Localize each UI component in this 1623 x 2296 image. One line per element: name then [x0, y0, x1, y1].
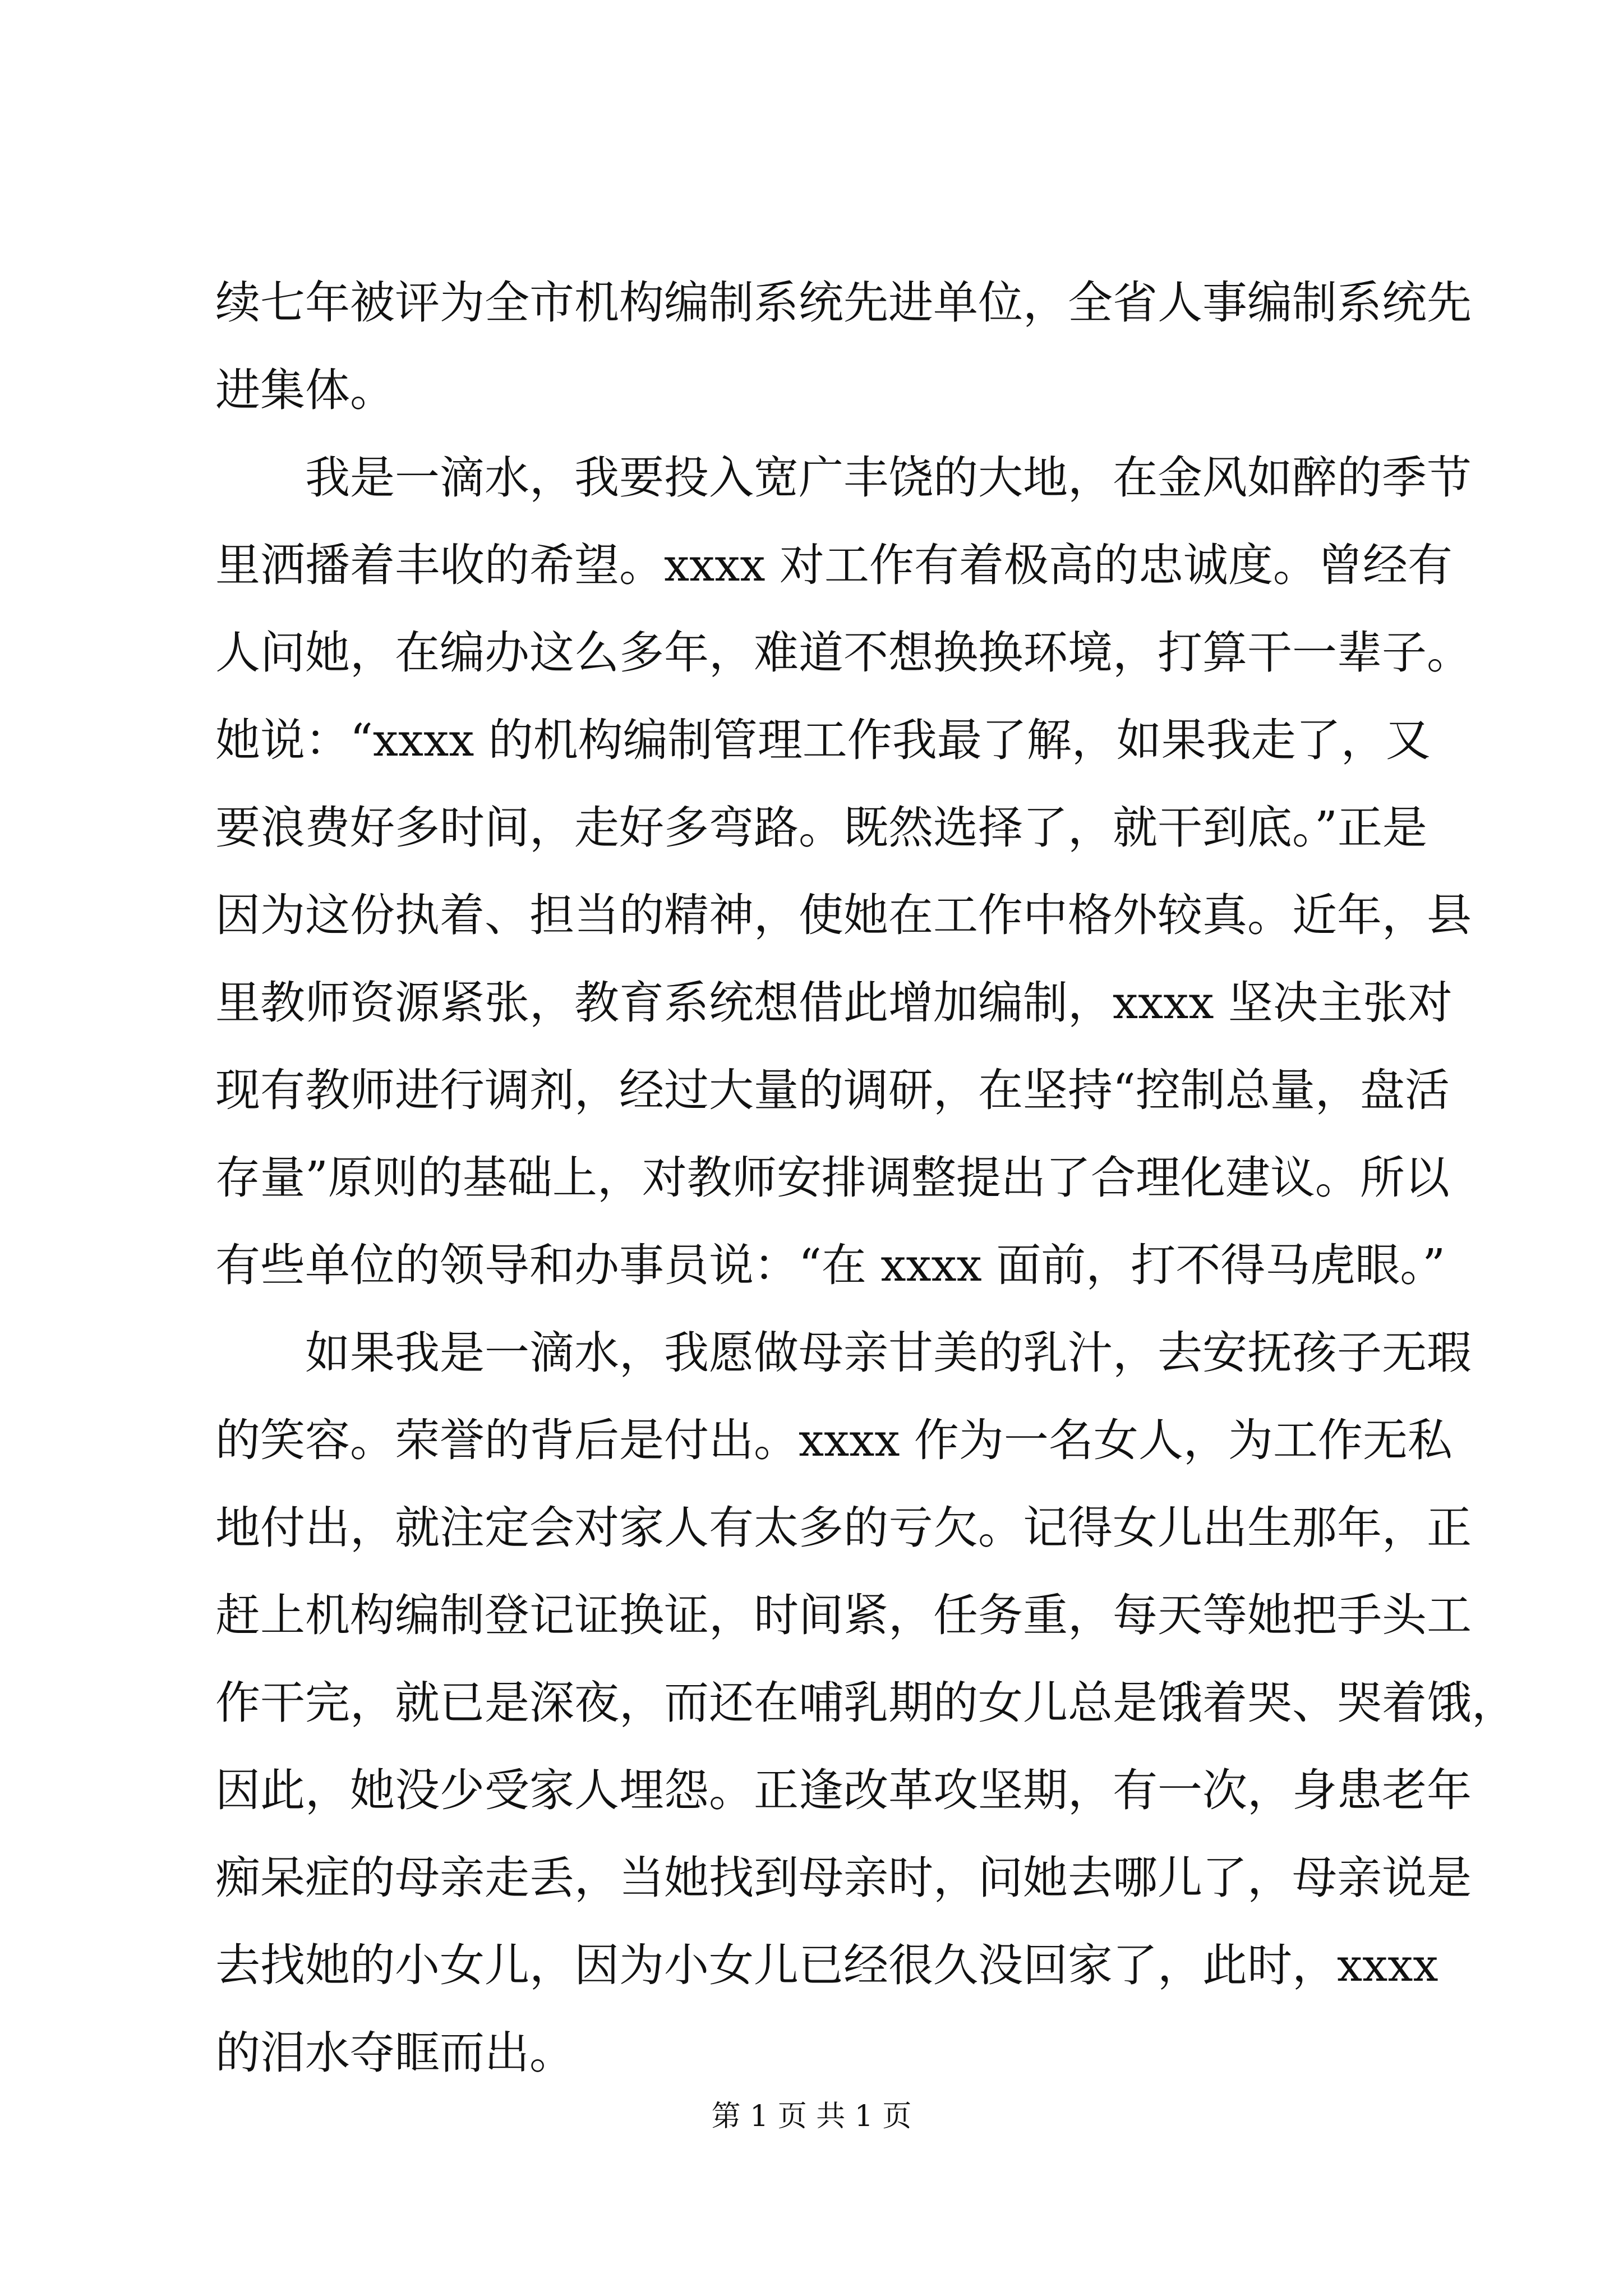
text-line: 作干完，就已是深夜，而还在哺乳期的女儿总是饿着哭、哭着饿，: [215, 1677, 1516, 1729]
text-line: 如果我是一滴水，我愿做母亲甘美的乳汁，去安抚孩子无瑕: [305, 1327, 1472, 1379]
text-line: 里洒播着丰收的希望。xxxx 对工作有着极高的忠诚度。曾经有: [215, 539, 1453, 591]
text-line: 赶上机构编制登记证换证，时间紧，任务重，每天等她把手头工: [215, 1589, 1472, 1641]
body-text: [215, 259, 1516, 2097]
paragraph-3: [215, 1309, 1516, 2097]
page-number: 第 1 页 共 1 页: [711, 2100, 912, 2133]
text-line: 的泪水夺眶而出。: [215, 2027, 574, 2079]
text-line: 进集体。: [215, 364, 395, 416]
text-line: 因此，她没少受家人埋怨。正逢改革攻坚期，有一次，身患老年: [215, 1764, 1472, 1816]
text-line: 人问她，在编办这么多年，难道不想换换环境，打算干一辈子。: [215, 627, 1472, 679]
text-line: 存量”原则的基础上，对教师安排调整提出了合理化建议。所以: [215, 1152, 1450, 1204]
text-line: 我是一滴水，我要投入宽广丰饶的大地，在金风如醉的季节: [305, 452, 1472, 504]
paragraph-1: [215, 259, 1472, 434]
text-line: 地付出，就注定会对家人有太多的亏欠。记得女儿出生那年，正: [215, 1502, 1472, 1554]
paragraph-2: [215, 434, 1472, 1309]
text-line: 因为这份执着、担当的精神，使她在工作中格外较真。近年，县: [215, 889, 1472, 941]
text-line: 的笑容。荣誉的背后是付出。xxxx 作为一名女人，为工作无私: [215, 1414, 1453, 1466]
text-line: 里教师资源紧张，教育系统想借此增加编制，xxxx 坚决主张对: [215, 977, 1453, 1029]
text-line: 有些单位的领导和办事员说：“在 xxxx 面前，打不得马虎眼。”: [215, 1239, 1446, 1291]
text-line: 续七年被评为全市机构编制系统先进单位，全省人事编制系统先: [215, 277, 1472, 329]
page-footer: [0, 2097, 1623, 2136]
text-line: 现有教师进行调剂，经过大量的调研，在坚持“控制总量，盘活: [215, 1064, 1450, 1116]
text-line: 要浪费好多时间，走好多弯路。既然选择了，就干到底。”正是: [215, 802, 1427, 854]
text-line: 痴呆症的母亲走丢，当她找到母亲时，问她去哪儿了，母亲说是: [215, 1852, 1472, 1904]
text-line: 她说：“xxxx 的机构编制管理工作我最了解，如果我走了，又: [215, 714, 1431, 766]
text-line: 去找她的小女儿，因为小女儿已经很久没回家了，此时，xxxx: [215, 1939, 1438, 1991]
